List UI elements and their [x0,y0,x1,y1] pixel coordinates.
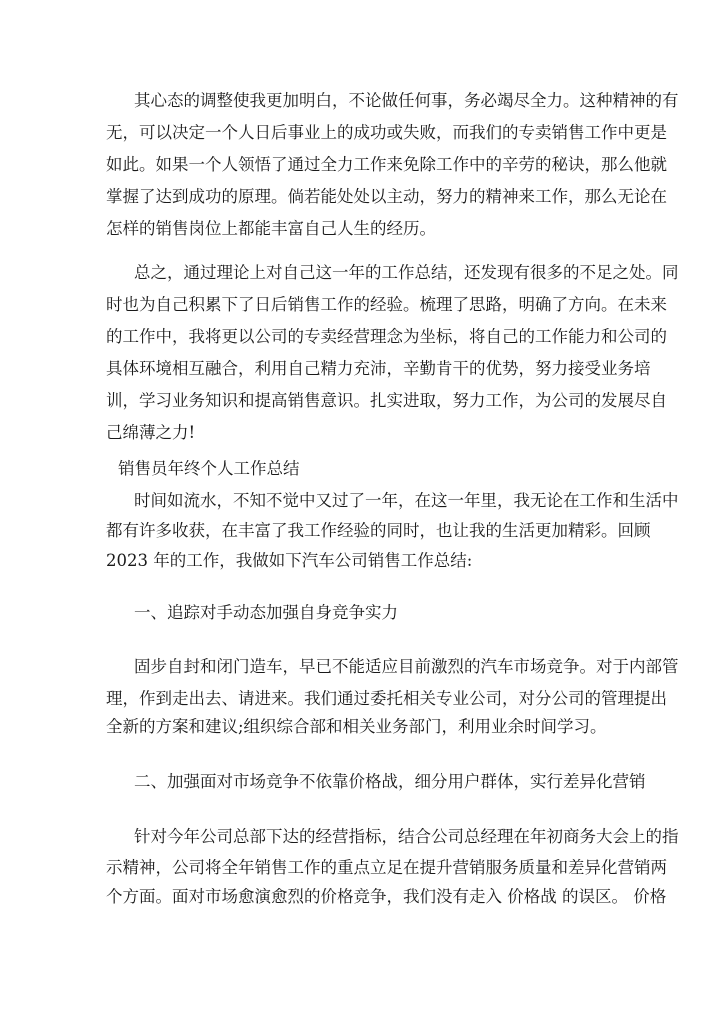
paragraph-3-line-2: 都有许多收获，在丰富了我工作经验的同时，也让我的生活更加精彩。回顾 [106,521,651,540]
paragraph-2-line-2: 时也为自己积累下了日后销售工作的经验。梳理了思路，明确了方向。在未来 [106,295,667,314]
section-1-title: 一、追踪对手动态加强自身竞争实力 [134,603,398,622]
paragraph-1-line-2: 无，可以决定一个人日后事业上的成功或失败，而我们的专卖销售工作中更是 [106,123,667,142]
paragraph-4-line-2: 理，作到走出去、请进来。我们通过委托相关专业公司，对分公司的管理提出 [106,689,667,708]
paragraph-1-line-4: 掌握了达到成功的原理。倘若能处处以主动，努力的精神来工作，那么无论在 [106,187,667,206]
paragraph-2-line-4: 具体环境相互融合，利用自己精力充沛，辛勤肯干的优势，努力接受业务培 [106,359,651,378]
paragraph-5-line-2: 示精神，公司将全年销售工作的重点立足在提升营销服务质量和差异化营销两 [106,858,667,877]
paragraph-4-line-3: 全新的方案和建议;组织综合部和相关业务部门，利用业余时间学习。 [106,717,607,736]
paragraph-2-line-5: 训，学习业务知识和提高销售意识。扎实进取，努力工作，为公司的发展尽自 [106,391,667,410]
paragraph-1-line-5: 怎样的销售岗位上都能丰富自己人生的经历。 [106,219,436,238]
section-2-title: 二、加强面对市场竞争不依靠价格战，细分用户群体，实行差异化营销 [134,772,646,791]
paragraph-2-line-6: 己绵薄之力! [106,423,196,442]
paragraph-2-line-1: 总之，通过理论上对自己这一年的工作总结，还发现有很多的不足之处。同 [134,263,679,282]
paragraph-5-line-1: 针对今年公司总部下达的经营指标，结合公司总经理在年初商务大会上的指 [134,827,679,846]
paragraph-4-line-1: 固步自封和闭门造车，早已不能适应目前激烈的汽车市场竞争。对于内部管 [134,657,679,676]
paragraph-3-line-1: 时间如流水，不知不觉中又过了一年，在这一年里，我无论在工作和生活中 [134,491,679,510]
paragraph-2-line-3: 的工作中，我将更以公司的专卖经营理念为坐标，将自己的工作能力和公司的 [106,327,667,346]
paragraph-1-line-1: 其心态的调整使我更加明白，不论做任何事，务必竭尽全力。这种精神的有 [134,91,679,110]
paragraph-5-line-3: 个方面。面对市场愈演愈烈的价格竞争，我们没有走入 价格战 的误区。 价格 [106,887,667,906]
paragraph-1-line-3: 如此。如果一个人领悟了通过全力工作来免除工作中的辛劳的秘诀，那么他就 [106,155,667,174]
paragraph-3-line-3: 2023 年的工作，我做如下汽车公司销售工作总结: [106,551,473,570]
section-heading: 销售员年终个人工作总结 [118,459,300,478]
